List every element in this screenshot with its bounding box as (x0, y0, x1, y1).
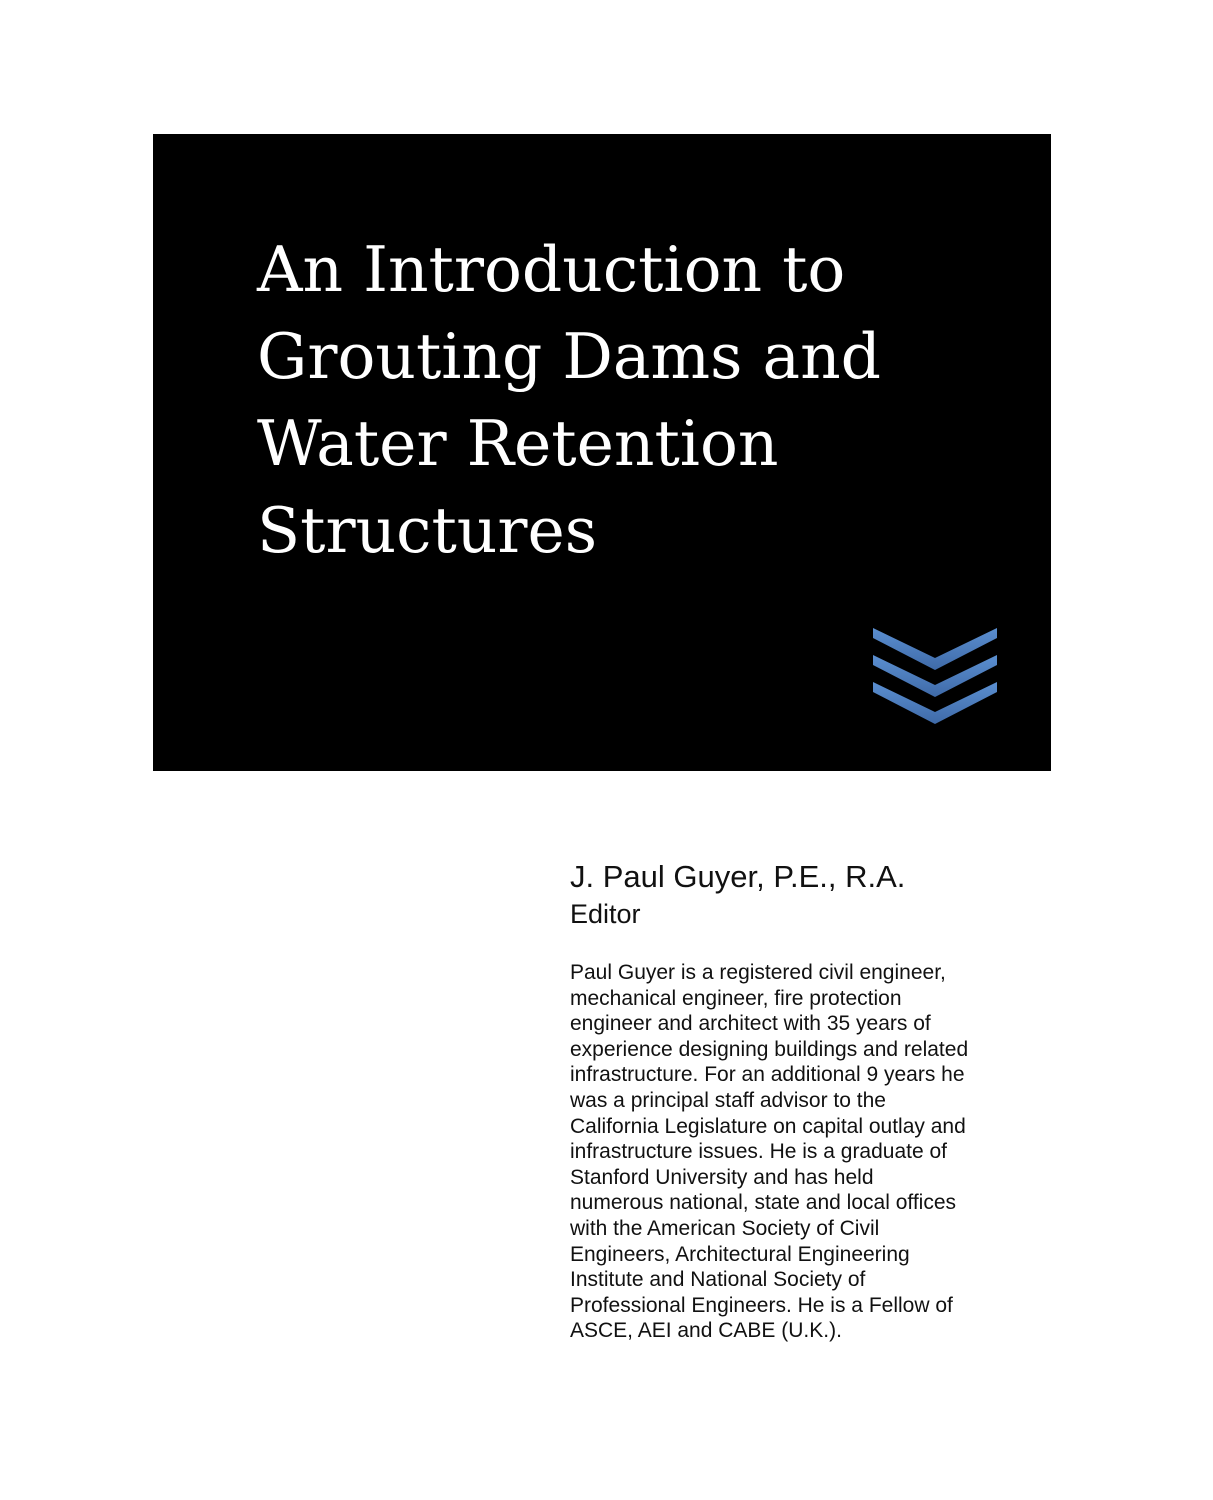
bio-line: was a principal staff advisor to the (570, 1088, 886, 1112)
bio-line: Professional Engineers. He is a Fellow of (570, 1293, 953, 1317)
bio-line: ASCE, AEI and CABE (U.K.). (570, 1319, 842, 1343)
triple-chevron-down-icon (873, 628, 997, 728)
cover-panel (153, 134, 1051, 771)
title-line-1: An Introduction to (257, 233, 846, 306)
bio-line: Institute and National Society of (570, 1268, 866, 1292)
author-name: J. Paul Guyer, P.E., R.A. (570, 859, 906, 894)
bio-line: Engineers, Architectural Engineering (570, 1242, 910, 1266)
title-line-3: Water Retention (257, 407, 779, 480)
bio-line: numerous national, state and local offices (570, 1191, 957, 1215)
author-role: Editor (570, 899, 641, 929)
book-title (257, 226, 957, 574)
author-block (570, 857, 1010, 932)
bio-line: mechanical engineer, fire protection (570, 986, 902, 1010)
bio-line: infrastructure. For an additional 9 years he (570, 1063, 965, 1087)
bio-line: experience designing buildings and related (570, 1037, 969, 1061)
author-bio (570, 960, 1010, 1344)
bio-line: with the American Society of Civil (570, 1216, 880, 1240)
bio-line: engineer and architect with 35 years of (570, 1012, 931, 1036)
bio-line: infrastructure issues. He is a graduate of (570, 1140, 948, 1164)
chevron-1 (873, 628, 997, 670)
title-line-4: Structures (257, 494, 598, 567)
bio-line: Stanford University and has held (570, 1165, 874, 1189)
bio-line: Paul Guyer is a registered civil engineer, (570, 961, 946, 984)
bio-line: California Legislature on capital outlay and (570, 1114, 966, 1138)
title-line-2: Grouting Dams and (257, 320, 881, 393)
